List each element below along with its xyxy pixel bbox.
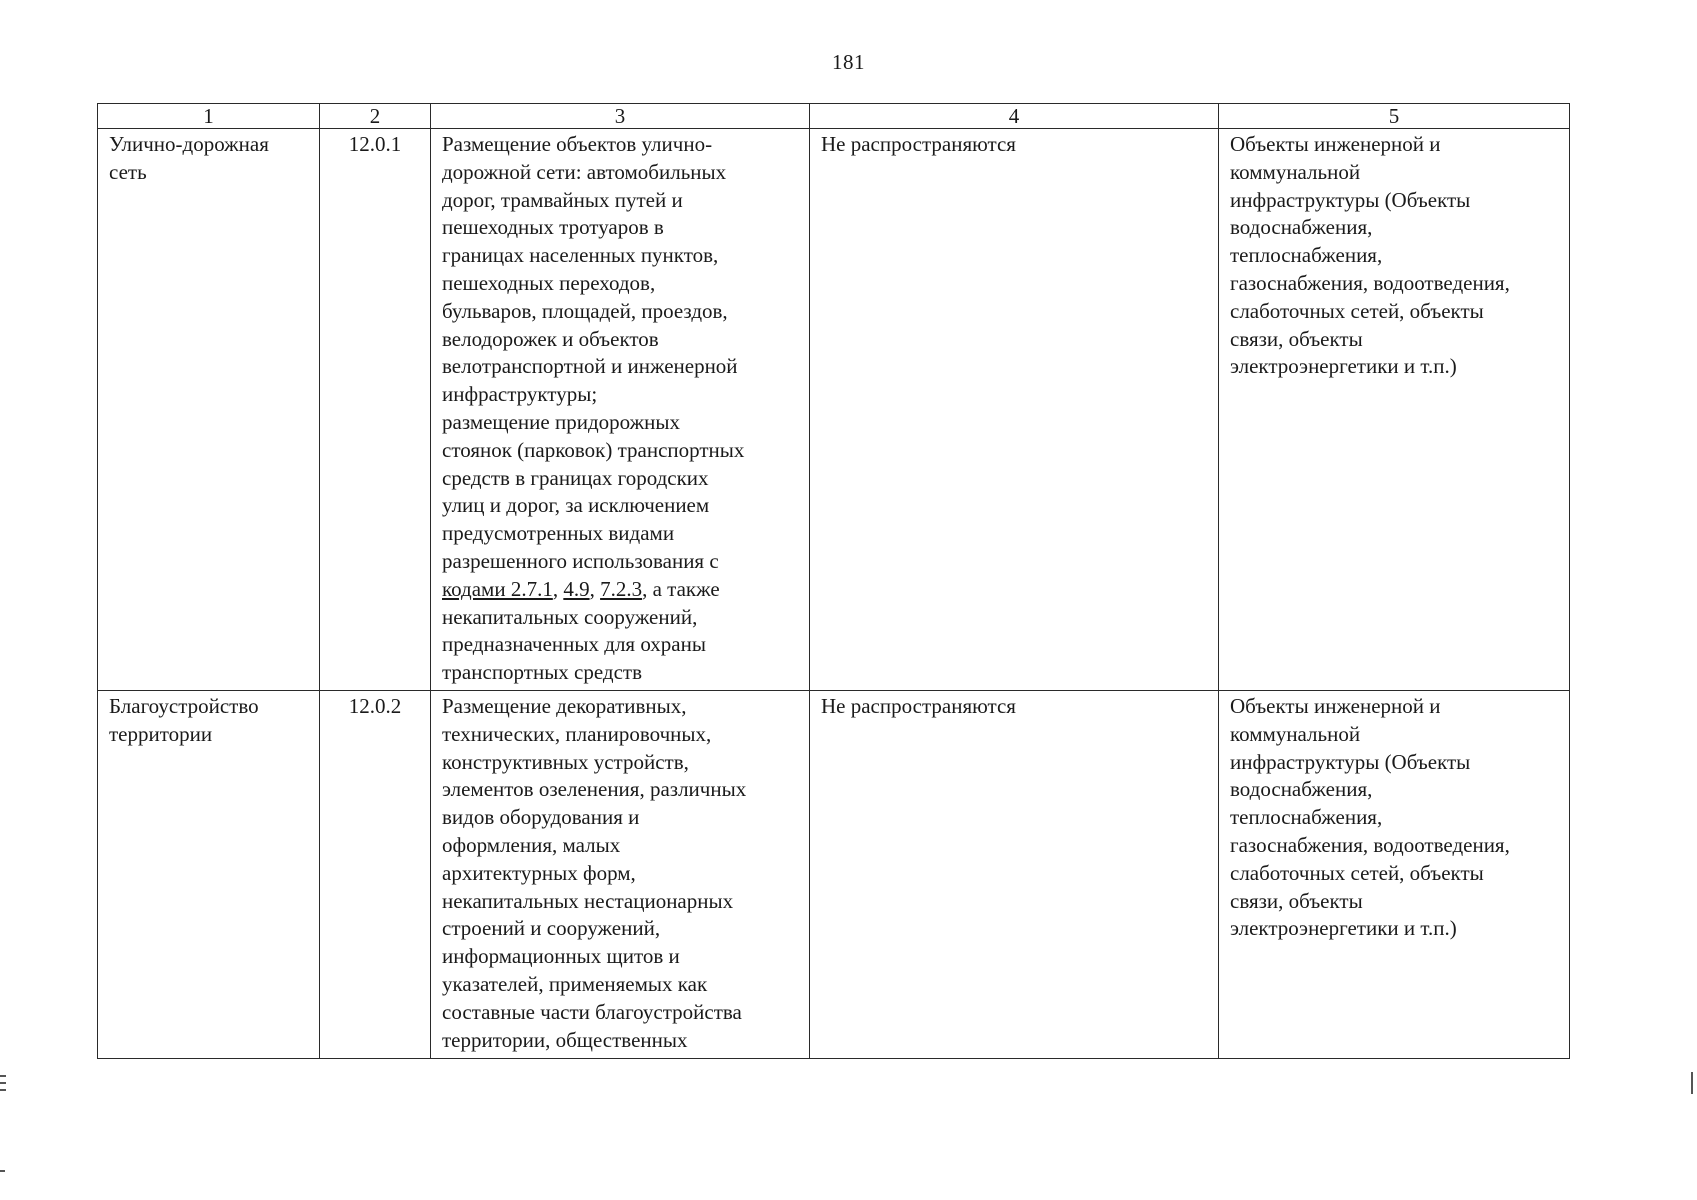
description-line: конструктивных устройств, <box>442 749 689 774</box>
description-line: указателей, применяемых как <box>442 971 708 996</box>
codes-separator: , <box>589 576 601 601</box>
scan-margin-mark-left <box>0 1075 6 1077</box>
column-5-cell <box>1219 691 1570 1059</box>
codes-separator: , <box>552 576 564 601</box>
land-use-code-cell: 12.0.2 <box>320 691 431 1059</box>
scan-margin-mark-left <box>0 1089 6 1091</box>
header-col-2: 2 <box>320 104 431 129</box>
column-5-line: водоснабжения, <box>1230 777 1373 802</box>
description-line: средств в границах городских <box>442 465 709 490</box>
description-line: велодорожек и объектов <box>442 326 659 351</box>
description-line: размещение придорожных <box>442 409 680 434</box>
description-line: некапитальных сооружений, <box>442 604 698 629</box>
description-line: улиц и дорог, за исключением <box>442 493 710 518</box>
land-use-code-cell: 12.0.1 <box>320 129 431 691</box>
column-5-line: связи, объекты <box>1230 326 1363 351</box>
code-link-4-9[interactable]: 4.9 <box>563 576 590 601</box>
description-line: транспортных средств <box>442 660 643 685</box>
column-5-line: водоснабжения, <box>1230 215 1373 240</box>
description-line: строений и сооружений, <box>442 916 661 941</box>
description-line: некапитальных нестационарных <box>442 888 734 913</box>
description-line: информационных щитов и <box>442 944 680 969</box>
header-col-1: 1 <box>98 104 320 129</box>
code-link-7-2-3[interactable]: 7.2.3 <box>600 576 643 601</box>
description-line: инфраструктуры; <box>442 382 598 407</box>
column-5-line: слаботочных сетей, объекты <box>1230 298 1484 323</box>
land-use-name-cell <box>98 129 320 691</box>
description-line: пешеходных тротуаров в <box>442 215 664 240</box>
land-use-name-line: Улично-дорожная <box>109 132 269 156</box>
description-line: пешеходных переходов, <box>442 270 656 295</box>
column-5-line: инфраструктуры (Объекты <box>1230 187 1471 212</box>
land-use-name-line: Благоустройство <box>109 694 259 718</box>
column-5-line: связи, объекты <box>1230 888 1363 913</box>
description-line: границах населенных пунктов, <box>442 243 719 268</box>
description-line: Размещение объектов улично- <box>442 132 713 156</box>
header-col-4: 4 <box>810 104 1219 129</box>
description-line: видов оборудования и <box>442 805 640 830</box>
description-line: стоянок (парковок) транспортных <box>442 437 745 462</box>
land-use-name-line: территории <box>109 721 213 746</box>
column-5-cell <box>1219 129 1570 691</box>
description-line: дорожной сети: автомобильных <box>442 159 727 184</box>
description-line: дорог, трамвайных путей и <box>442 187 683 212</box>
description-line: Размещение декоративных, <box>442 694 687 718</box>
description-cell <box>431 129 810 691</box>
column-5-line: газоснабжения, водоотведения, <box>1230 270 1510 295</box>
description-line: предусмотренных видами <box>442 521 675 546</box>
column-5-line: слаботочных сетей, объекты <box>1230 860 1484 885</box>
code-link-2-7-1[interactable]: кодами 2.7.1 <box>442 576 553 601</box>
codes-tail: , а также <box>642 576 720 601</box>
description-line: предназначенных для охраны <box>442 632 706 657</box>
zoning-table <box>97 103 1570 1059</box>
description-line: архитектурных форм, <box>442 860 636 885</box>
column-5-line: электроэнергетики и т.п.) <box>1230 916 1457 941</box>
scan-margin-mark-left <box>0 1170 5 1172</box>
land-use-name-line: сеть <box>109 159 147 184</box>
scan-margin-mark-right <box>1691 1072 1693 1094</box>
column-5-line: инфраструктуры (Объекты <box>1230 749 1471 774</box>
column-5-line: коммунальной <box>1230 721 1361 746</box>
column-5-line: газоснабжения, водоотведения, <box>1230 832 1510 857</box>
codes-reference-line <box>442 576 798 604</box>
column-5-line: Объекты инженерной и <box>1230 694 1441 718</box>
header-row <box>98 104 1570 129</box>
column-5-line: Объекты инженерной и <box>1230 132 1441 156</box>
column-4-cell: Не распространяются <box>810 691 1219 1059</box>
description-line: оформления, малых <box>442 832 621 857</box>
description-line: технических, планировочных, <box>442 721 712 746</box>
column-4-cell: Не распространяются <box>810 129 1219 691</box>
description-line: бульваров, площадей, проездов, <box>442 298 728 323</box>
column-5-line: теплоснабжения, <box>1230 805 1383 830</box>
description-line: элементов озеленения, различных <box>442 777 747 802</box>
description-line: разрешенного использования с <box>442 548 719 573</box>
scan-margin-mark-left <box>0 1082 6 1084</box>
page-number: 181 <box>832 50 865 74</box>
header-col-3: 3 <box>431 104 810 129</box>
header-col-5: 5 <box>1219 104 1570 129</box>
column-5-line: коммунальной <box>1230 159 1361 184</box>
table-row <box>98 691 1570 1059</box>
description-line: велотранспортной и инженерной <box>442 354 738 379</box>
description-cell <box>431 691 810 1059</box>
description-line: составные части благоустройства <box>442 999 742 1024</box>
table-row <box>98 129 1570 691</box>
column-5-line: электроэнергетики и т.п.) <box>1230 354 1457 379</box>
land-use-name-cell <box>98 691 320 1059</box>
column-5-line: теплоснабжения, <box>1230 243 1383 268</box>
description-line: территории, общественных <box>442 1027 688 1052</box>
